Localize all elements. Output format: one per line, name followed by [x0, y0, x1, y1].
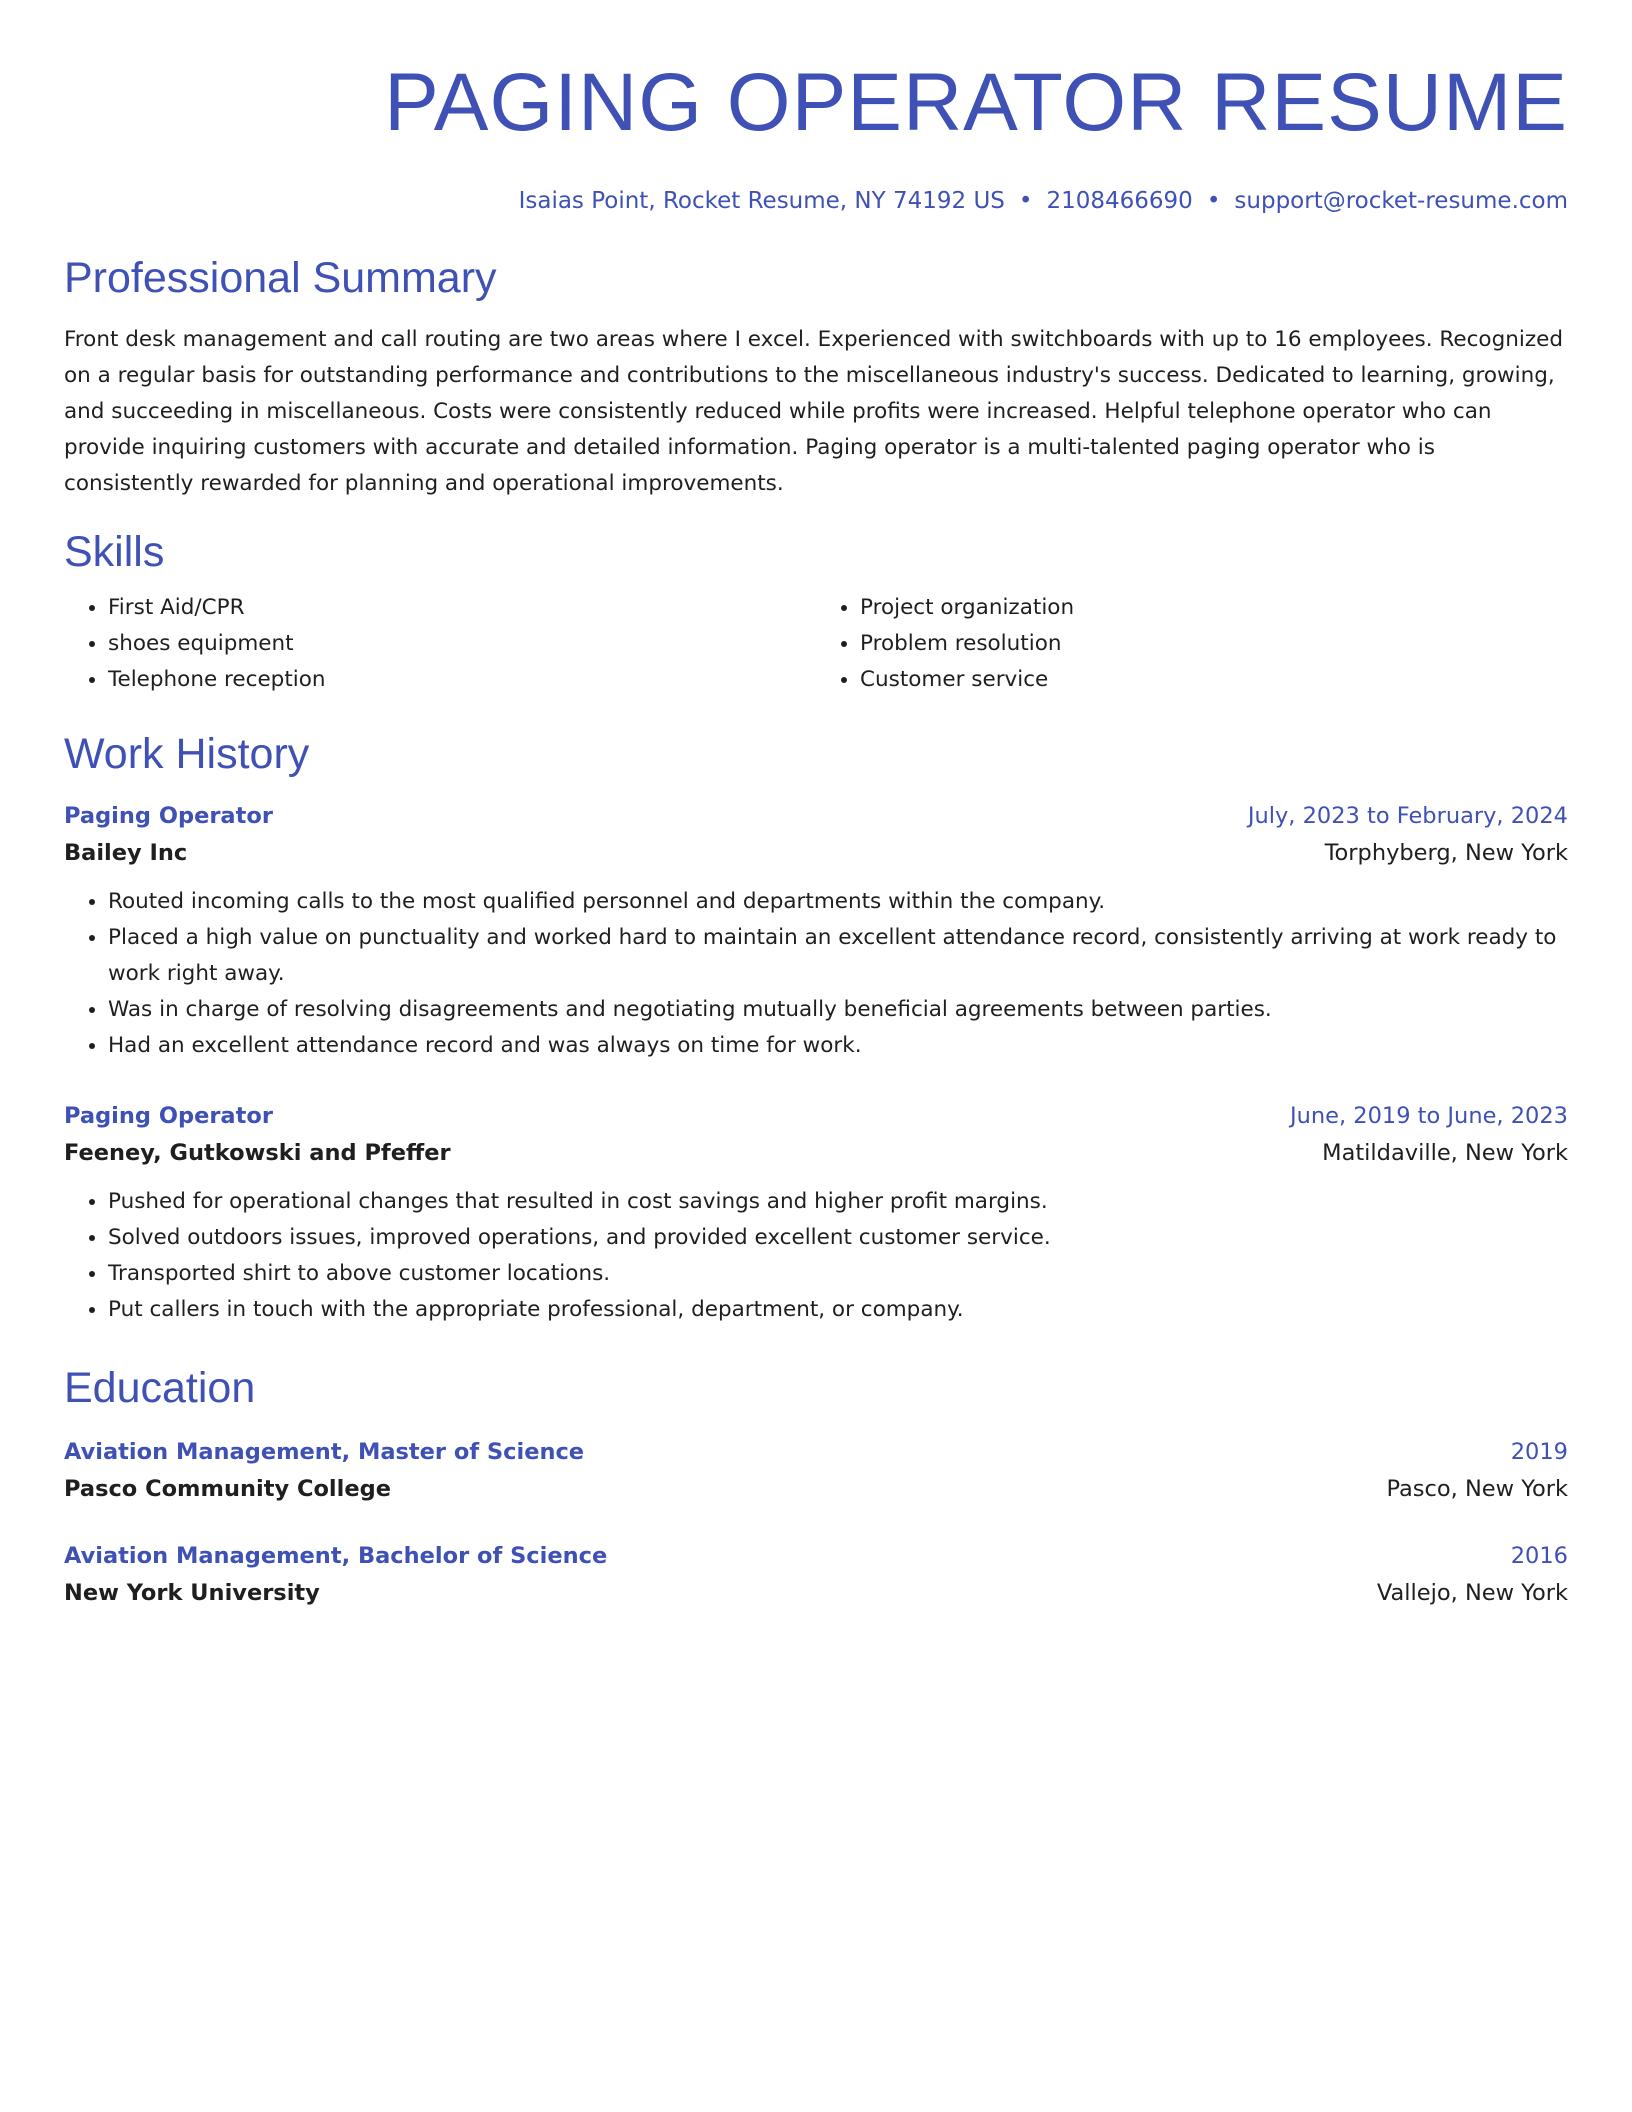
job-company-row: [64, 834, 1568, 872]
contact-phone: 2108466690: [1046, 188, 1193, 214]
job-bullets: [64, 884, 1568, 1064]
education-school: Pasco Community College: [64, 1476, 391, 1502]
professional-summary-section: [64, 252, 1568, 502]
contact-address: Isaias Point, Rocket Resume, NY 74192 US: [518, 188, 1005, 214]
job-title: Paging Operator: [64, 1103, 273, 1129]
resume-title: PAGING OPERATOR RESUME: [384, 57, 1568, 148]
job-bullet: • Transported shirt to above customer locations.: [108, 1256, 1568, 1292]
education-entry: [64, 1538, 1568, 1612]
skills-column-left: [64, 590, 816, 698]
education-school-row: [64, 1470, 1568, 1508]
job-company: Feeney, Gutkowski and Pfeffer: [64, 1140, 451, 1166]
education-year: 2019: [1510, 1439, 1568, 1465]
skill-item: • shoes equipment: [108, 626, 816, 662]
education-school: New York University: [64, 1580, 320, 1606]
education-header-row: [64, 1538, 1568, 1574]
skill-item: • Project organization: [860, 590, 1568, 626]
skills-grid: [64, 590, 1568, 698]
job-title: Paging Operator: [64, 803, 273, 829]
job-bullet: • Pushed for operational changes that resulted in cost savings and higher profit margins.: [108, 1184, 1568, 1220]
skill-item: • Telephone reception: [108, 662, 816, 698]
section-title-skills: Skills: [64, 528, 165, 576]
job-dates: June, 2019 to June, 2023: [1289, 1103, 1568, 1129]
skill-item: • Customer service: [860, 662, 1568, 698]
skills-section: [64, 526, 1568, 698]
education-year: 2016: [1510, 1543, 1568, 1569]
job-header-row: [64, 798, 1568, 834]
work-history-section: [64, 728, 1568, 1328]
job-bullet: • Routed incoming calls to the most qualified personnel and departments within the company.: [108, 884, 1568, 920]
job-bullet: • Put callers in touch with the appropriate professional, department, or company.: [108, 1292, 1568, 1328]
education-section: [64, 1362, 1568, 1612]
contact-line: [64, 186, 1568, 216]
job-company-row: [64, 1134, 1568, 1172]
job-location: Matildaville, New York: [1322, 1140, 1568, 1166]
education-location: Vallejo, New York: [1376, 1580, 1568, 1606]
education-location: Pasco, New York: [1386, 1476, 1568, 1502]
education-school-row: [64, 1574, 1568, 1612]
skill-item: • First Aid/CPR: [108, 590, 816, 626]
education-degree: Aviation Management, Bachelor of Science: [64, 1543, 608, 1569]
education-degree: Aviation Management, Master of Science: [64, 1439, 585, 1465]
section-title-education: Education: [64, 1364, 256, 1412]
job-bullet: • Placed a high value on punctuality and worked hard to maintain an excellent attendance record, consistently arriving at work ready to work right away.: [108, 920, 1568, 992]
job-company: Bailey Inc: [64, 840, 188, 866]
section-title-work-history: Work History: [64, 730, 310, 778]
summary-text: Front desk management and call routing are two areas where I excel. Experienced with switchboards with up to 16 employees. Recognized on a regular basis for outstanding performance and contributions to the miscellaneous industry's success. Dedicated to learning, growing, and succeeding in miscellaneous. Costs were consistently reduced while profits were increased. Helpful telephone operator who can provide inquiring customers with accurate and detailed information. Paging operator is a multi-talented paging operator who is consistently rewarded for planning and operational improvements.: [64, 327, 1563, 496]
job-header-row: [64, 1098, 1568, 1134]
education-header-row: [64, 1434, 1568, 1470]
contact-separator: •: [1018, 188, 1033, 214]
contact-email[interactable]: support@rocket-resume.com: [1234, 188, 1568, 214]
skill-item: • Problem resolution: [860, 626, 1568, 662]
contact-separator: •: [1206, 188, 1221, 214]
resume-header: [64, 0, 1568, 216]
job-entry: [64, 798, 1568, 1064]
skills-column-right: [816, 590, 1568, 698]
job-bullet: • Had an excellent attendance record and was always on time for work.: [108, 1028, 1568, 1064]
section-title-summary: Professional Summary: [64, 254, 497, 302]
job-entry: [64, 1098, 1568, 1328]
education-entry: [64, 1434, 1568, 1508]
job-bullets: [64, 1184, 1568, 1328]
job-bullet: • Was in charge of resolving disagreements and negotiating mutually beneficial agreements between parties.: [108, 992, 1568, 1028]
job-dates: July, 2023 to February, 2024: [1247, 803, 1568, 829]
job-location: Torphyberg, New York: [1324, 840, 1568, 866]
job-bullet: • Solved outdoors issues, improved operations, and provided excellent customer service.: [108, 1220, 1568, 1256]
